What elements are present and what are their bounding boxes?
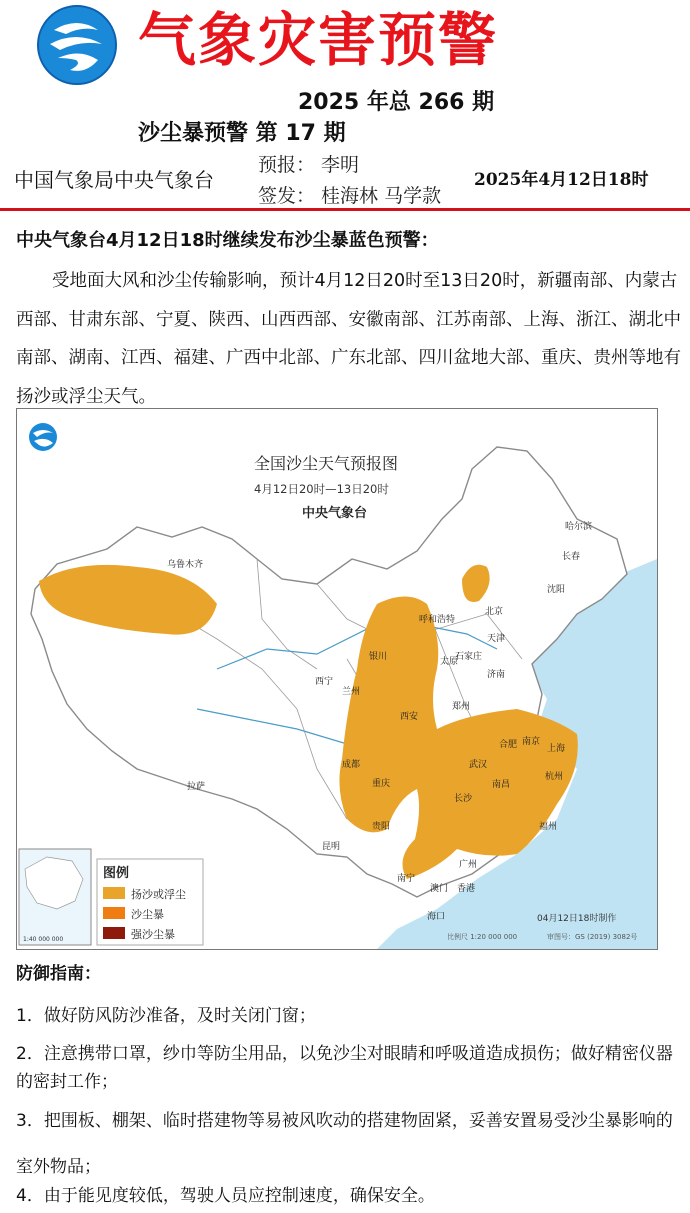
page-title: 气象灾害预警 [138, 6, 499, 74]
issue-datetime: 2025年4月12日18时 [474, 170, 649, 190]
svg-text:图例: 图例 [103, 866, 130, 881]
city-label: 重庆 [372, 779, 391, 789]
forecaster: 预报： 李明 [258, 154, 360, 176]
map-scale: 比例尺 1:20 000 000 [447, 933, 518, 941]
city-label: 澳门 [430, 884, 449, 894]
organization: 中国气象局中央气象台 [14, 168, 214, 192]
city-label: 沈阳 [547, 585, 566, 595]
issue-number: 2025 年总 266 期 [298, 90, 495, 115]
city-label: 昆明 [322, 842, 341, 852]
city-label: 杭州 [545, 772, 564, 782]
legend-swatch [103, 907, 125, 919]
warning-body: 受地面大风和沙尘传输影响，预计4月12日20时至13日20时，新疆南部、内蒙古西部、甘肃东部、宁夏、陕西、山西西部、安徽南部、江苏南部、上海、浙江、湖北中南部、湖南、江西、福建、广西中北部、广东北部、四川盆地大部、重庆、贵州等地有扬沙或浮尘天气。 [16, 271, 681, 407]
city-label: 西安 [400, 712, 419, 722]
issuer: 签发： 桂海林 马学款 [258, 185, 442, 207]
city-label: 南昌 [492, 780, 511, 790]
sub-issue-number: 沙尘暴预警 第 17 期 [138, 121, 346, 146]
legend-label: 沙尘暴 [131, 908, 164, 921]
city-label: 广州 [459, 860, 478, 870]
city-label: 海口 [427, 912, 446, 922]
header-divider [0, 208, 690, 211]
city-label: 香港 [457, 884, 476, 894]
city-label: 太原 [440, 657, 459, 667]
map-title: 全国沙尘天气预报图 [254, 454, 399, 473]
city-label: 武汉 [469, 760, 488, 770]
city-label: 西宁 [315, 677, 334, 687]
map-period: 4月12日20时—13日20时 [254, 482, 389, 496]
legend-label: 强沙尘暴 [131, 928, 175, 941]
city-label: 长沙 [454, 794, 473, 804]
city-label: 银川 [369, 652, 388, 662]
legend-label: 扬沙或浮尘 [131, 888, 186, 901]
city-label: 兰州 [342, 687, 361, 697]
city-label: 长春 [562, 552, 581, 562]
guide-item-4: 4．由于能见度较低，驾驶人员应控制速度，确保安全。 [16, 1186, 435, 1206]
city-label: 郑州 [452, 702, 471, 712]
city-label: 天津 [487, 634, 506, 644]
guide-title: 防御指南： [16, 964, 101, 984]
city-label: 福州 [539, 822, 558, 832]
city-label: 合肥 [499, 740, 518, 750]
city-label: 贵阳 [372, 822, 391, 832]
map-made-time: 04月12日18时制作 [537, 914, 617, 924]
inset-map [19, 849, 91, 945]
city-label: 乌鲁木齐 [167, 560, 204, 570]
map-review-number: 审图号：GS (2019) 3082号 [547, 933, 638, 941]
city-label: 哈尔滨 [565, 522, 593, 532]
city-label: 南京 [522, 737, 541, 747]
map-agency: 中央气象台 [302, 506, 368, 521]
forecast-map [16, 408, 658, 950]
city-label: 上海 [547, 744, 566, 754]
warning-headline: 中央气象台4月12日18时继续发布沙尘暴蓝色预警： [16, 230, 439, 251]
city-label: 石家庄 [455, 652, 483, 662]
city-label: 南宁 [397, 874, 416, 884]
legend-swatch [103, 887, 125, 899]
guide-item-1: 1．做好防风防沙准备，及时关闭门窗； [16, 1006, 316, 1026]
city-label: 济南 [487, 670, 506, 680]
forecast-map-svg [17, 409, 657, 949]
guide-item-2: 2．注意携带口罩，纱巾等防尘用品，以免沙尘对眼睛和呼吸道造成损伤；做好精密仪器的密封工作； [16, 1044, 673, 1092]
city-label: 成都 [342, 760, 361, 770]
city-label: 北京 [485, 607, 504, 617]
cma-logo [36, 4, 118, 86]
map-logo [29, 423, 57, 451]
guide-item-3: 3．把围板、棚架、临时搭建物等易被风吹动的搭建物固紧，妥善安置易受沙尘暴影响的室外物品； [16, 1111, 673, 1177]
city-label: 拉萨 [187, 782, 206, 792]
city-label: 呼和浩特 [419, 615, 456, 625]
svg-text:1:40 000 000: 1:40 000 000 [23, 936, 64, 943]
map-legend [97, 859, 203, 945]
legend-swatch [103, 927, 125, 939]
